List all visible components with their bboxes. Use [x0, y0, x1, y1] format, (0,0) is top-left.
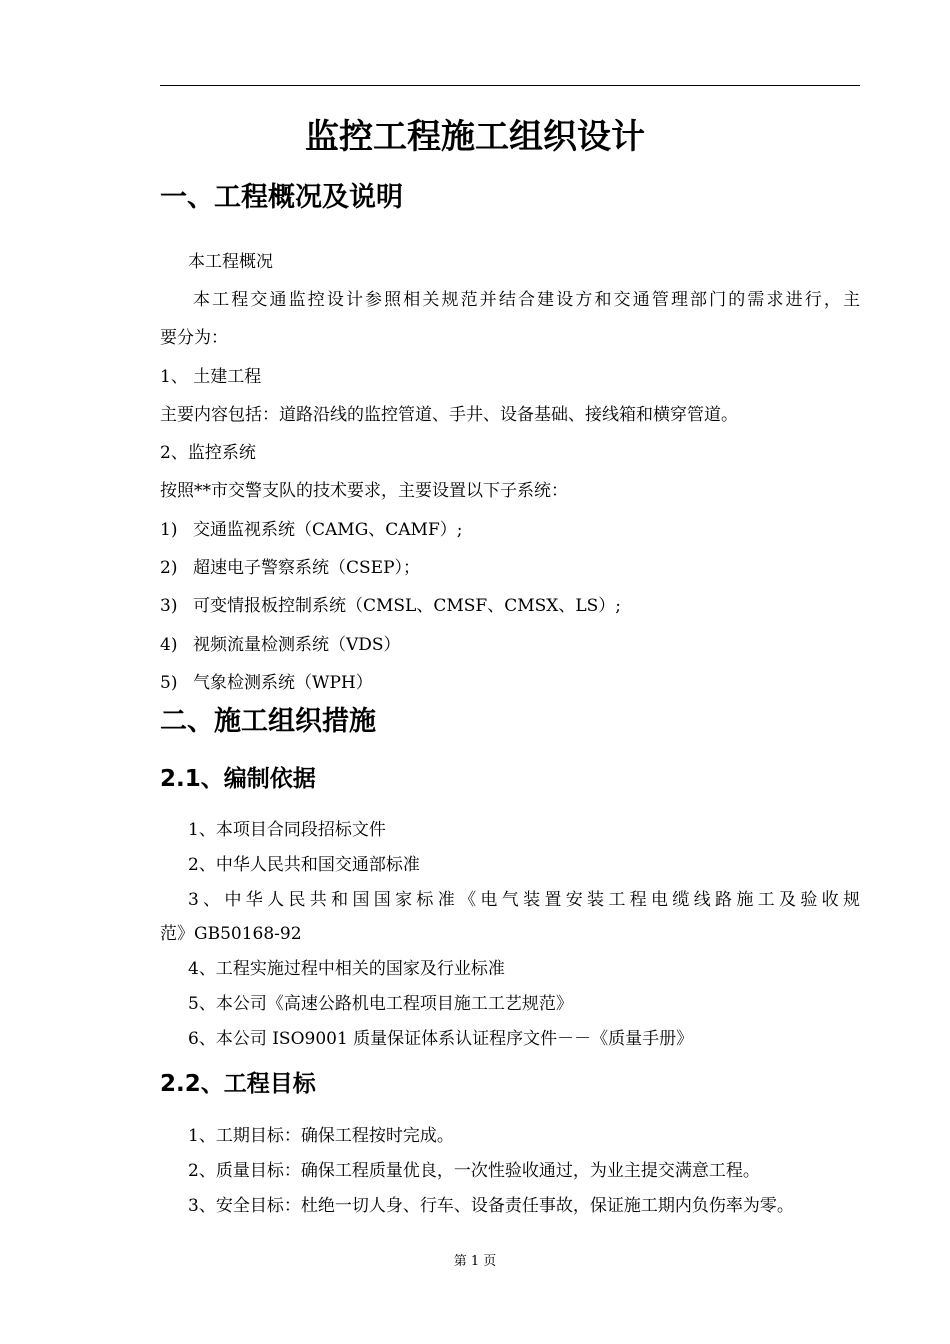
subsystem-text: 视频流量检测系统（VDS） [193, 635, 401, 655]
basis-item: 1、本项目合同段招标文件 [188, 820, 386, 840]
item-1-content: 主要内容包括：道路沿线的监控管道、手井、设备基础、接线箱和横穿管道。 [160, 405, 738, 425]
subsystem-number: 4) [160, 635, 178, 655]
goal-item: 2、质量目标：确保工程质量优良，一次性验收通过，为业主提交满意工程。 [188, 1161, 760, 1181]
subsystem-text: 交通监视系统（CAMG、CAMF）; [193, 520, 463, 540]
goal-item: 1、工期目标：确保工程按时完成。 [188, 1126, 454, 1146]
section-1-heading: 一、工程概况及说明 [160, 182, 403, 213]
basis-item: 4、工程实施过程中相关的国家及行业标准 [188, 959, 505, 979]
subsystem-number: 3) [160, 596, 178, 616]
subsystem-item [0, 670, 950, 696]
header-rule [160, 85, 860, 86]
item-2-title: 2、监控系统 [160, 443, 256, 463]
subsystem-item [0, 632, 950, 658]
subsystem-item [0, 555, 950, 581]
basis-item: 5、本公司《高速公路机电工程项目施工工艺规范》 [188, 994, 573, 1014]
item-2-content: 按照**市交警支队的技术要求，主要设置以下子系统： [160, 481, 568, 501]
subsystem-text: 气象检测系统（WPH） [193, 673, 373, 693]
basis-item: 2、中华人民共和国交通部标准 [188, 855, 420, 875]
subsystem-number: 5) [160, 673, 178, 693]
intro-paragraph-line-1: 本工程交通监控设计参照相关规范并结合建设方和交通管理部门的需求进行，主 [193, 290, 860, 310]
subsection-2-1-heading: 2.1、编制依据 [160, 766, 316, 792]
item-1-title: 1、 土建工程 [160, 367, 262, 387]
page-number: 第 1 页 [453, 1254, 497, 1269]
document-title: 监控工程施工组织设计 [305, 117, 645, 157]
basis-item-continuation: 范》GB50168-92 [160, 924, 302, 944]
subsystem-item [0, 517, 950, 543]
subsystem-number: 1) [160, 520, 178, 540]
basis-item: 3、中华人民共和国国家标准《电气装置安装工程电缆线路施工及验收规 [188, 890, 860, 910]
subsection-2-2-heading: 2.2、工程目标 [160, 1071, 316, 1097]
goal-item: 3、安全目标：杜绝一切人身、行车、设备责任事故，保证施工期内负伤率为零。 [188, 1196, 794, 1216]
subsystem-text: 超速电子警察系统（CSEP）； [193, 558, 421, 578]
intro-paragraph-line-2: 要分为： [160, 328, 228, 348]
overview-label: 本工程概况 [188, 252, 273, 272]
subsystem-text: 可变情报板控制系统（CMSL、CMSF、CMSX、LS）; [193, 596, 622, 616]
section-2-heading: 二、施工组织措施 [160, 706, 376, 737]
subsystem-item [0, 593, 950, 619]
subsystem-number: 2) [160, 558, 178, 578]
basis-item: 6、本公司 ISO9001 质量保证体系认证程序文件－－《质量手册》 [188, 1029, 694, 1049]
